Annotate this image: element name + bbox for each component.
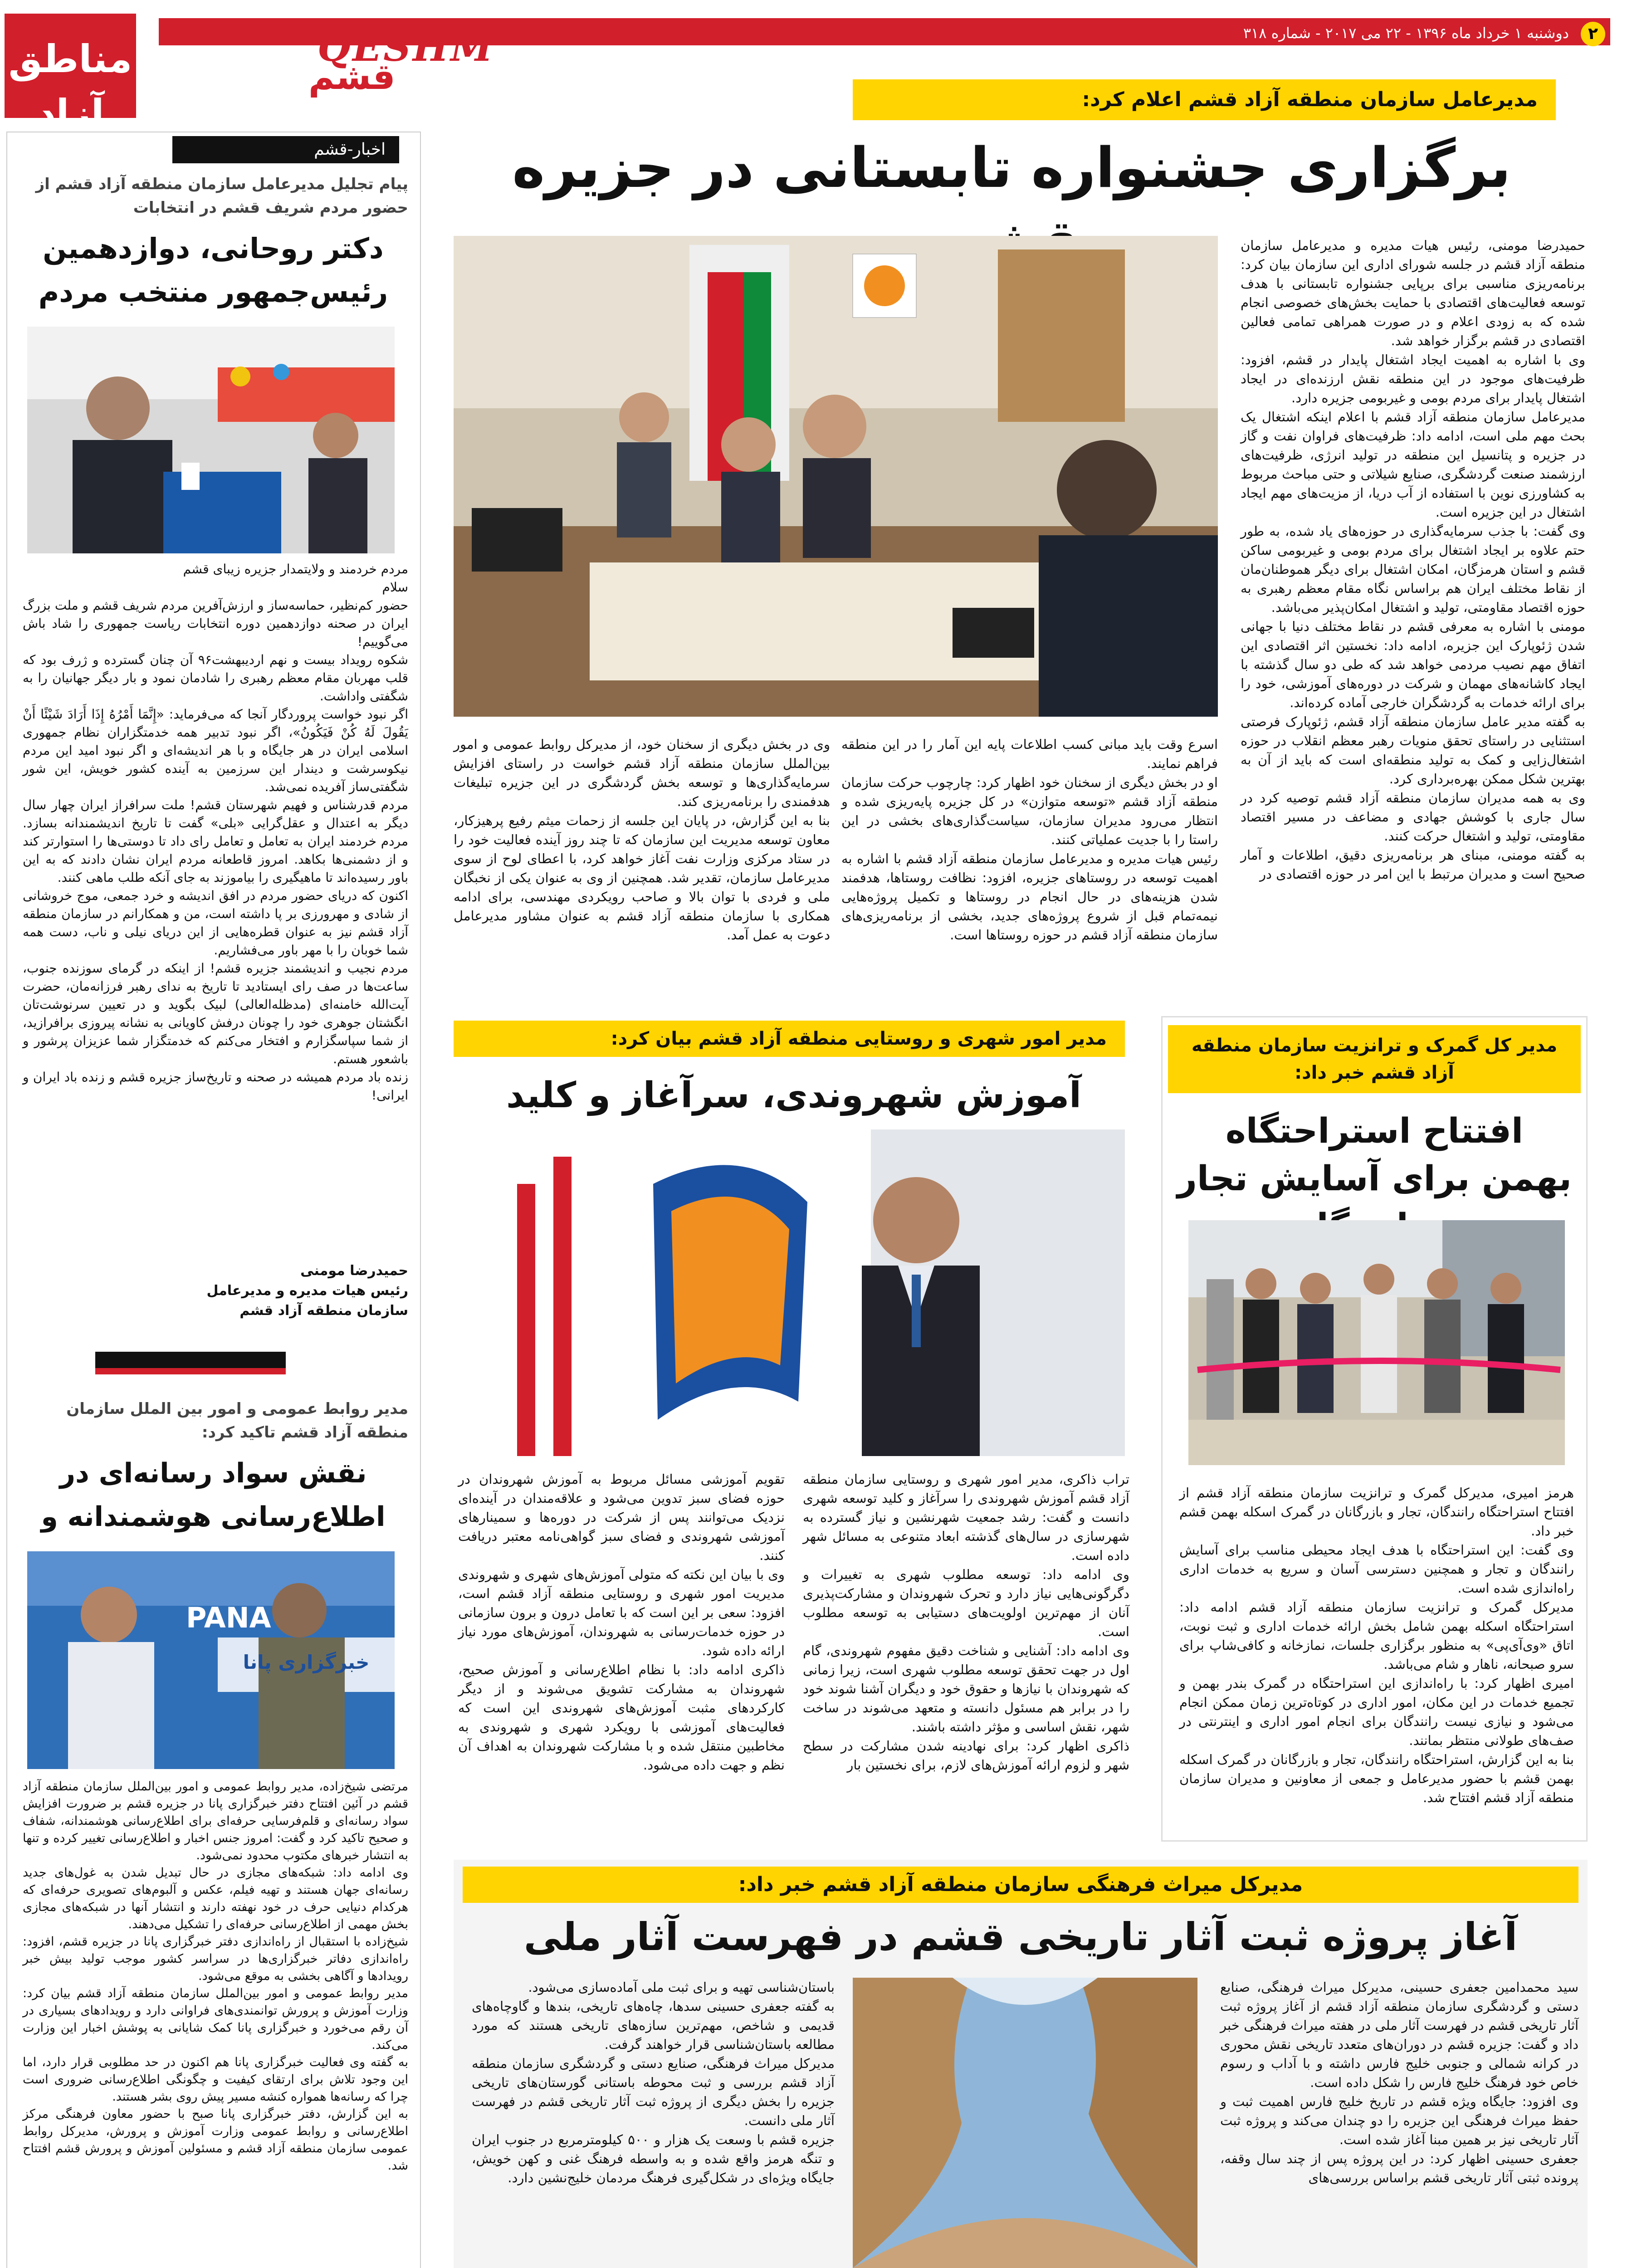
- masthead-title: مناطق آزاد: [8, 37, 132, 136]
- main-headline: برگزاری جشنواره تابستانی در جزیره: [512, 136, 1511, 200]
- main-col-2: اسرع وقت باید مبانی کسب اطلاعات پایه این آمار را در این منطقه فراهم نمایند. او در بخش دیگری از سخنان خود اظهار کرد: چارچوب حرکت سازمان منطقه آزاد قشم «توسعه متوازن» در کل جزیره پایه‌ریزی شده و انتظار می‌رود مدیران سازمان، سیاست‌گذاری‌های بخشی در این راستا را با جدیت عملیاتی کنند. رئیس هیات مدیره و مدیرعامل سازمان منطقه آزاد قشم با اشاره به اهمیت توسعه در روستاهای جزیره، افزود: نظافت روستاها، هدفمند شدن هزینه‌های در حال انجام در روستاها و تکمیل پروژه‌هایی نیمه‌تمام قبل از شروع پروژه‌های جدید، بخشی از برنامه‌ریزی‌های سازمان منطقه آزاد قشم در حوزه روستاها است.: [841, 737, 1218, 943]
- customs-body: هرمز امیری، مدیرکل گمرک و ترانزیت سازمان منطقه آزاد قشم از افتتاح استراحتگاه رانندگان، تجار و بازرگانان در گمرک اسکله بهمن قشم خبر داد. وی گفت: این استراحتگاه با هدف ایجاد محیطی مناسب برای آسایش رانندگان و تجار و همچنین دسترسی آسان و سریع به خدمات اداری راه‌اندازی شده است. مدیرکل گمرک و ترانزیت سازمان منطقه آزاد قشم ادامه داد: استراحتگاه اسکله بهمن شامل بخش ارائه خدمات اداری و ثبت نوبت، اتاق «وی‌آی‌پی» به منظور برگزاری جلسات، نمازخانه و کافی‌شاپ برای سرو صبحانه، ناهار و شام می‌باشد. امیری اظهار کرد: با راه‌اندازی این استراحتگاه در گمرک بندر بهمن و تجمیع خدمات در این مکان، امور اداری در کوتاه‌ترین زمان ممکن انجام می‌شود و نیازی نیست رانندگان برای انجام امور اداری و اینترنتی در صف‌های طولانی منتظر بمانند. بنا به این گزارش، استراحتگاه رانندگان، تجار و بازرگانان در گمرک اسکله بهمن قشم با حضور مدیرعامل و جمعی از معاونین و مدیران سازمان منطقه آزاد قشم افتتاح شد.: [1179, 1485, 1574, 1805]
- sidebar-signature: [23, 1261, 408, 1325]
- customs-kicker: مدیر کل گمرک و ترانزیت سازمان منطقه آزاد قشم خبر داد:: [1168, 1025, 1581, 1093]
- pana-interview-photo: [27, 1551, 395, 1769]
- main-col-3: وی در بخش دیگری از سخنان خود، از مدیرکل روابط عمومی و امور بین‌الملل سازمان منطقه آزاد قشم خواست در راستای افزایش سرمایه‌گذاری‌ها و توسعه بخش گردشگری در این جزیره تبلیغات هدفمندی را برنامه‌ریزی کند. بنا به این گزارش، در پایان این جلسه از زحمات میثم رفیع پرهیزکار، معاون توسعه مدیریت این سازمان که تا چند روز آینده فعالیت خود را در ستاد مرکزی وزارت نفت آغاز خواهد کرد، با اعطای لوح از سوی مدیرعامل سازمان، تقدیر شد. همچنین از وی به عنوان یکی از نخبگان ملی و فردی با توان بالا و صاحب رویکردی مهندسی، برای ادامه همکاری با سازمان منطقه آزاد قشم به عنوان مشاور مدیرعامل دعوت به عمل آمد.: [454, 737, 830, 943]
- urban-col-2: تقویم آموزشی مسائل مربوط به آموزش شهروندان در حوزه فضای سبز تدوین می‌شود و علاقه‌مندان در آینده‌ای نزدیک می‌توانند پس از شرکت در دوره‌ها و سمینارهای آموزشی شهروندی و فضای سبز گواهی‌نامه معتبر دریافت کنند. وی با بیان این نکته که متولی آموزش‌های شهری و شهروندی مدیریت امور شهری و روستایی منطقه آزاد قشم است، افزود: سعی بر این است که با تعامل درون و برون سازمانی در حوزه خدمات‌رسانی به شهروندان، آموزش‌های مورد نیاز ارائه داده شود. ذاکری ادامه داد: با نظام اطلاع‌رسانی و آموزش صحیح، شهروندان به مشارکت تشویق می‌شوند و از دیگر کارکردهای مثبت آموزش‌های شهروندی این است که فعالیت‌های آموزشی با رویکرد شهری و شهروندی به مخاطبین منتقل شده و با مشارکت شهروندان به اهداف آن نظم و جهت داده می‌شود.: [458, 1471, 785, 1773]
- sidebar-bottom-headline: نقش سواد رسانه‌ای در اطلاع‌رسانی هوشمندانه و: [41, 1457, 386, 1533]
- page-number: ۲: [1581, 22, 1605, 46]
- ballot-photo: [27, 327, 395, 553]
- urban-headline: آموزش شهروندی، سرآغاز و کلید: [506, 1075, 1081, 1116]
- sidebar-top-kicker: پیام تجلیل مدیرعامل سازمان منطقه آزاد قشم از حضور مردم شریف قشم در انتخابات: [35, 175, 408, 217]
- main-kicker: مدیرعامل سازمان منطقه آزاد قشم اعلام کرد:: [853, 79, 1556, 120]
- section-latin: QESHM: [318, 25, 495, 70]
- pana-sign-text: خبرگزاری پانا: [243, 1651, 370, 1673]
- dateline: دوشنبه ۱ خرداد ماه ۱۳۹۶ - ۲۲ می ۲۰۱۷ - شماره ۳۱۸: [1243, 24, 1569, 42]
- sidebar-bottom-body: مرتضی شیخ‌زاده، مدیر روابط عمومی و امور بین‌الملل سازمان منطقه آزاد قشم در آئین افتتاح دفتر خبرگزاری پانا در جزیره قشم بر ضرورت افزایش سواد رسانه‌ای و قلم‌فرسایی حرفه‌ای برای اطلاع‌رسانی هوشمندانه، شفاف و صحیح تاکید کرد و گفت: امروز جنس اخبار و اطلاع‌رسانی تغییر کرده و تنها به انتشار خبرهای مکتوب محدود نمی‌شود. وی ادامه داد: شبکه‌های مجازی در حال تبدیل شدن به غول‌های جدید رسانه‌ای جهان هستند و تهیه فیلم، عکس و آلبوم‌های تصویری حرفه‌ای که هرکدام دنیایی حرف در خود نهفته دارند و انتشار آنها در شبکه‌های مجازی بخش مهمی از اطلاع‌رسانی حرفه‌ای را تشکیل می‌دهند. شیخ‌زاده با استقبال از راه‌اندازی دفتر خبرگزاری پانا در جزیره قشم، افزود: راه‌اندازی دفاتر خبرگزاری‌ها در سراسر کشور موجب تولید بیش خبر رویدادها و آگاهی بخشی به موقع می‌شود. مدیر روابط عمومی و امور بین‌الملل سازمان منطقه آزاد قشم بیان کرد: وزارت آموزش و پرورش توانمندی‌های فراوانی دارد و رویدادهای بسیاری در آن رقم می‌خورد و خبرگزاری پانا کمک شایانی به پوشش اخبار این وزارت می‌کند. به گفته وی فعالیت خبرگزاری پانا هم اکنون در حد مطلوبی قرار دارد، اما این وجود تلاش برای ارتقای کیفیت و چگونگی اطلاع‌رسانی ضروری است چرا که رسانه‌ها همواره کنشه مسیر پیش روی بشر هستند. به این گزارش، دفتر خبرگزاری پانا صبح با حضور معاون فرهنگی مرکز اطلاع‌رسانی و روابط عمومی وزارت آموزش و پرورش، مدیرکل روابط عمومی سازمان منطقه آزاد قشم و مسئولین آموزش و پرورش قشم افتتاح شد.: [23, 1779, 408, 2173]
- sidebar-top-body: مردم خردمند و ولایتمدار جزیره زیبای قشم سلام حضور کم‌نظیر، حماسه‌ساز و ارزش‌آفرین مردم شریف قشم و ملت بزرگ ایران در صحنه دوازدهمین دوره انتخابات ریاست جمهوری را شاد باش می‌گوییم! شکوه رویداد بیست و نهم اردیبهشت۹۶ آن چنان گسترده و ژرف بود که قلب مهربان مقام معظم رهبری را شادمان نمود و بار دیگر جهانیان را به شگفتی واداشت. اگر نبود خواست پروردگار آنجا که می‌فرماید: «إِنَّمَا أَمْرُهُ إِذَا أَرَادَ شَيْئًا أَنْ يَقُولَ لَهُ كُنْ فَيَكُونُ»، اگر نبود تدبیر همه خدمتگزاران نظام جمهوری اسلامی ایران در هر جایگاه و با هر اندیشه‌ای و اگر نبود امید این مردم نیکوسرشت و دیندار این سرزمین به آینده کشور خویش، این شور شگفتی‌ساز آفریده نمی‌شد. مردم قدرشناس و فهیم شهرستان قشم! ملت سرافراز ایران چهار سال دیگر به اعتدال و عقل‌گرایی «بلی» گفت تا تاریخ اندیشمندانه بسازد. مردم خردمند ایران به تعامل و تعامل رای داد تا دوستی‌ها را استوارتر کند و از دشمنی‌ها بکاهد. امروز قاطعانه مردم ایران نشان دادند که به این باور رسیده‌اند تا ماهیگیری را بیاموزند به جای آنکه طلب ماهی کنند. اکنون که دریای حضور مردم در افق اندیشه و خرد جمعی، موج خروشانی از شادی و مهرورزی بر پا داشته است، من و همکارانم در سازمان منطقه آزاد قشم نیز به عنوان قطره‌هایی از این دریای نیلی و ناب، دست همه شما خوبان را با مهر باور می‌فشاریم. مردم نجیب و اندیشمند جزیره قشم! از اینکه در گرمای سوزنده جنوب، ساعت‌ها در صف رای ایستادید تا تاریخ به ندای رهبر فرزانه‌مان، حضرت آیت‌الله خامنه‌ای (مدظله‌العالی) لبیک بگوید و در تعیین سرنوشت‌تان انگشتان جوهری خود را چونان درفش کاویانی به نشانه پیروزی برافرازید، از شما سپاسگزارم و افتخار می‌کنم که خدمتگزار شما عزیزان پرشور و باشعور هستم. زنده باد مردم همیشه در صحنه و تاریخ‌ساز جزیره قشم و زنده باد ایران و ایرانی!: [23, 562, 409, 1103]
- heritage-headline: آغاز پروژه ثبت آثار تاریخی قشم در فهرست آثار ملی: [523, 1915, 1518, 1959]
- sidebar-section-label: اخبار-قشم: [172, 136, 399, 163]
- pana-logo-text: PANA: [186, 1601, 271, 1634]
- main-col-1: حمیدرضا مومنی، رئیس هیات مدیره و مدیرعامل سازمان منطقه آزاد قشم در جلسه شورای اداری این سازمان بیان کرد: برنامه‌ریزی مناسبی برای برپایی جشنواره تابستانی با هدف توسعه فعالیت‌های اقتصادی با حمایت بخش‌های خصوصی انجام شده که به زودی اعلام و در صورت همراهی تمامی فعالین اقتصادی در قشم برگزار خواهد شد. وی با اشاره به اهمیت ایجاد اشتغال پایدار در قشم، افزود: ظرفیت‌های موجود در این منطقه نقش ارزنده‌ای در ایجاد اشتغال پایدار برای مردم بومی و غیربومی جزیره دارد. مدیرعامل سازمان منطقه آزاد قشم با اعلام اینکه اشتغال یک بحث مهم ملی است، ادامه داد: ظرفیت‌های فراوان نفت و گاز در جزیره و پتانسیل این منطقه در تولید انرژی، ظرفیت‌های ارزشمند صنعت گردشگری، صنایع شیلاتی و حتی مباحث مربوط به کشاورزی نوین با استفاده از آب دریا، از مزیت‌های مهم ایجاد اشتغال در این جزیره است. وی گفت: با جذب سرمایه‌گذاری در حوزه‌های یاد شده، به طور حتم علاوه بر ایجاد اشتغال برای مردم بومی و غیربومی ساکن قشم و استان هرمزگان، امکان اشتغال برای دیگر هموطنان‌مان از نقاط مختلف ایران هم براساس نگاه مقام معظم رهبری به حوزه اقتصاد مقاومتی، تولید و اشتغال امکان‌پذیر می‌باشد. مومنی با اشاره به معرفی قشم در نقاط مختلف دنیا با جهانی شدن ژئوپارک این جزیره، ادامه داد: نخستین اثر اقتصادی این اتفاق مهم نصیب مردمی خواهد شد که طی دو سال گذشته با ایجاد کاشانه‌های مهمان و شرکت در دوره‌های آموزشی، خود را برای ارائه خدمات به گردشگران خارجی آماده کرده‌اند. به گفته مدیر عامل سازمان منطقه آزاد قشم، ژئوپارک فرصتی استثنایی در راستای تحقق منویات رهبر معظم انقلاب در حوزه اشتغال‌زایی و کمک به تولید منطقه‌ای است که باید از آن به بهترین شکل ممکن بهره‌برداری کرد. وی به همه مدیران سازمان منطقه آزاد قشم توصیه کرد در سال جاری با کوشش جهادی و مضاعف در مسیر اقتصاد مقاومتی، تولید و اشتغال حرکت کنند. به گفته مومنی، مبنای هر برنامه‌ریزی دقیق، اطلاعات و آمار صحیح است و مدیران مرتبط با این امر در حوزه اقتصادی در: [1241, 238, 1585, 882]
- urban-director-photo: [463, 1129, 1125, 1456]
- urban-col-1: تراب ذاکری، مدیر امور شهری و روستایی سازمان منطقه آزاد قشم آموزش شهروندی را سرآغاز و کلید توسعه شهری دانست و گفت: رشد جمعیت شهرنشین و نیاز گسترده به شهرسازی در سال‌های گذشته ابعاد متنوعی به مسائل شهر داده است. وی ادامه داد: توسعه مطلوب شهری به تغییرات و دگرگونی‌هایی نیاز دارد و تحرک شهروندان و مشارکت‌پذیری آنان از مهم‌ترین اولویت‌های دستیابی به توسعه مطلوب است. وی ادامه داد: آشنایی و شناخت دقیق مفهوم شهروندی، گام اول در جهت تحقق توسعه مطلوب شهری است، زیرا زمانی که شهروندان با نیازها و حقوق خود و دیگران آشنا شوند خود را در برابر هم مسئول دانسته و متعهد می‌شوند در ساخت شهر، نقش اساسی و مؤثر داشته باشند. ذاکری اظهار کرد: برای نهادینه شدن مشارکت در سطح شهر و لزوم ارائه آموزش‌های لازم، برای نخستین بار: [803, 1471, 1129, 1773]
- sidebar-divider-red: [95, 1368, 286, 1374]
- ribbon-cutting-photo: [1188, 1220, 1565, 1465]
- heritage-col-1: سید محمدامین جعفری حسینی، مدیرکل میراث فرهنگی، صنایع دستی و گردشگری سازمان منطقه آزاد قشم از آغاز پروژه ثبت آثار تاریخی قشم در فهرست آثار ملی در هفته میراث فرهنگی خبر داد و گفت: جزیره قشم در دوران‌های متعدد تاریخی نقش محوری در کرانه شمالی و جنوبی خلیج فارس داشته و با آداب و رسوم خاص خود فرهنگ خلیج فارس را شکل داده است. وی افزود: جایگاه ویژه قشم در تاریخ خلیج فارس اهمیت ثبت و حفظ میراث فرهنگی این جزیره را دو چندان می‌کند و پروژه ثبت آثار تاریخی نیز بر همین مبنا آغاز شده است. جعفری حسینی اظهار کرد: در این پروژه پس از چند سال وقفه، پرونده ثبتی آثار تاریخی قشم براساس بررسی‌های: [1220, 1980, 1578, 2185]
- section-logo: [299, 25, 572, 98]
- heritage-kicker: مدیرکل میراث فرهنگی سازمان منطقه آزاد قشم خبر داد:: [463, 1867, 1578, 1903]
- sidebar-divider-black: [95, 1352, 286, 1368]
- heritage-col-2: باستان‌شناسی تهیه و برای ثبت ملی آماده‌سازی می‌شود. به گفته جعفری حسینی سدها، چاه‌های تاریخی، بندها و گاوچاه‌های قدیمی و شاخص، مهم‌ترین سازه‌های تاریخی هستند که مورد مطالعه باستان‌شناسی قرار خواهند گرفت. مدیرکل میراث فرهنگی، صنایع دستی و گردشگری سازمان منطقه آزاد قشم بررسی و ثبت محوطه باستانی گورستان‌های تاریخی جزیره را بخش دیگری از پروژه ثبت آثار تاریخی قشم در فهرست آثار ملی دانست. جزیره قشم با وسعت یک هزار و ۵۰۰ کیلومترمربع در جنوب ایران و تنگه هرمز واقع شده و به واسطه فرهنگ غنی و کهن خویش، جایگاه ویژه‌ای در شکل‌گیری فرهنگ مردمان خلیج‌نشین دارد.: [472, 1980, 835, 2185]
- signature-role-1: رئیس هیات مدیره و مدیرعامل: [206, 1283, 408, 1299]
- customs-headline: افتتاح استراحتگاه بهمن برای آسایش تجار: [1177, 1110, 1572, 1198]
- sidebar-bottom-kicker: مدیر روابط عمومی و امور بین الملل سازمان منطقه آزاد قشم تاکید کرد:: [66, 1400, 408, 1442]
- signature-name: حمیدرضا مومنی: [300, 1263, 408, 1279]
- section-fa: قشم: [308, 57, 396, 98]
- sidebar-top-headline: دکتر روحانی، دوازدهمین رئیس‌جمهور منتخب مردم: [38, 232, 388, 308]
- signature-role-2: سازمان منطقه آزاد قشم: [239, 1303, 408, 1319]
- masthead-logo: [5, 14, 136, 136]
- canyon-photo: [853, 1978, 1197, 2268]
- meeting-photo: [454, 236, 1218, 717]
- urban-kicker: مدیر امور شهری و روستایی منطقه آزاد قشم بیان کرد:: [454, 1021, 1125, 1057]
